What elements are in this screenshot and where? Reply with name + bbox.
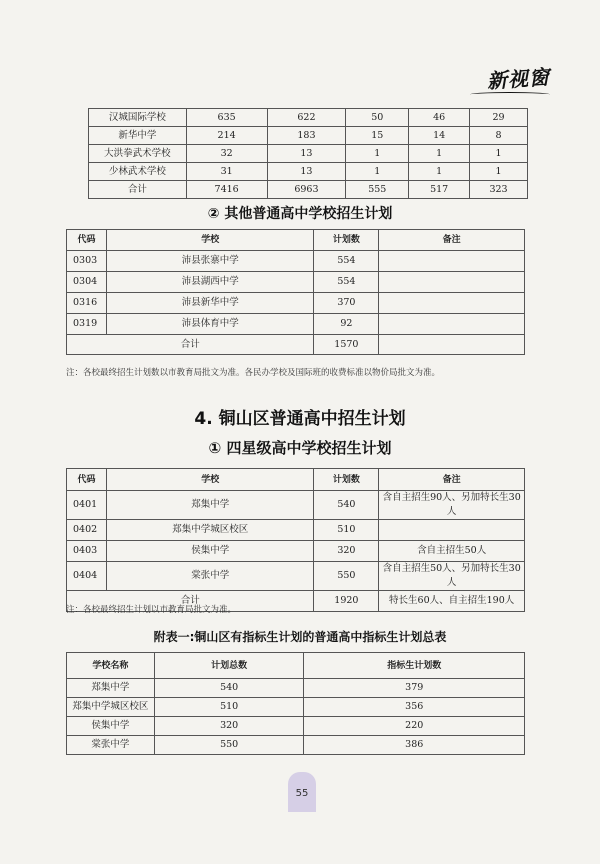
code-cell: 0403: [67, 541, 107, 562]
table-row: [67, 562, 525, 591]
school-name-cell: 汉城国际学校: [89, 109, 187, 127]
col-header-plan: 计划数: [314, 469, 379, 491]
school-cell: 沛县张寨中学: [106, 251, 313, 272]
total-cell: 320: [154, 717, 304, 736]
table-row: [67, 314, 525, 335]
col-header-code: 代码: [67, 469, 107, 491]
section2-note: 注：各校最终招生计划数以市教育局批文为准。各民办学校及国际班的收费标准以物价局批文为准。: [66, 368, 441, 378]
school-cell: 棠张中学: [106, 562, 313, 591]
value-cell: 50: [346, 109, 409, 127]
plan-cell: 92: [314, 314, 379, 335]
school-name-cell: 侯集中学: [67, 717, 155, 736]
plan-cell: 550: [314, 562, 379, 591]
school-cell: 侯集中学: [106, 541, 313, 562]
table-row: [89, 145, 528, 163]
total-row: [67, 335, 525, 355]
school-cell: 沛县体育中学: [106, 314, 313, 335]
table-row: [67, 491, 525, 520]
value-cell: 622: [267, 109, 346, 127]
code-cell: 0303: [67, 251, 107, 272]
value-cell: 13: [267, 145, 346, 163]
value-cell: 323: [470, 181, 528, 199]
col-header-school: 学校: [106, 469, 313, 491]
school-cell: 郑集中学: [106, 491, 313, 520]
remark-cell: [379, 272, 525, 293]
section2-table: [66, 229, 525, 355]
table-row: [67, 541, 525, 562]
table-row: [67, 717, 525, 736]
code-cell: 0402: [67, 520, 107, 541]
value-cell: 1: [346, 163, 409, 181]
value-cell: 29: [470, 109, 528, 127]
plan-cell: 540: [314, 491, 379, 520]
remark-cell: [379, 314, 525, 335]
table-row: [67, 251, 525, 272]
col-header-plan: 计划数: [314, 230, 379, 251]
code-cell: 0319: [67, 314, 107, 335]
table-row: [67, 272, 525, 293]
remark-cell: [379, 293, 525, 314]
col-header-remark: 备注: [379, 469, 525, 491]
value-cell: 1: [409, 145, 470, 163]
school-cell: 郑集中学城区校区: [106, 520, 313, 541]
school-name-cell: 大洪拳武术学校: [89, 145, 187, 163]
appendix-table: [66, 652, 525, 755]
total-cell: 550: [154, 736, 304, 755]
logo-underline: [470, 92, 550, 97]
section4-note: 注：各校最终招生计划以市教育局批文为准。: [66, 605, 237, 615]
col-header-school: 学校: [106, 230, 313, 251]
quota-cell: 356: [304, 698, 525, 717]
school-name-cell: 郑集中学: [67, 679, 155, 698]
value-cell: 8: [470, 127, 528, 145]
col-header-school-name: 学校名称: [67, 653, 155, 679]
quota-cell: 220: [304, 717, 525, 736]
value-cell: 13: [267, 163, 346, 181]
appendix-title: 附表一:铜山区有指标生计划的普通高中指标生计划总表: [153, 630, 447, 644]
total-value: 1920: [314, 591, 379, 612]
value-cell: 46: [409, 109, 470, 127]
value-cell: 517: [409, 181, 470, 199]
section4-subtitle: ① 四星级高中学校招生计划: [208, 439, 392, 457]
value-cell: 31: [186, 163, 267, 181]
col-header-quota: 指标生计划数: [304, 653, 525, 679]
code-cell: 0401: [67, 491, 107, 520]
code-cell: 0304: [67, 272, 107, 293]
table-row: [67, 736, 525, 755]
value-cell: 1: [409, 163, 470, 181]
total-value: 1570: [314, 335, 379, 355]
value-cell: 214: [186, 127, 267, 145]
value-cell: 32: [186, 145, 267, 163]
col-header-total: 计划总数: [154, 653, 304, 679]
value-cell: 15: [346, 127, 409, 145]
col-header-code: 代码: [67, 230, 107, 251]
section4-title: 4. 铜山区普通高中招生计划: [194, 409, 406, 429]
quota-cell: 379: [304, 679, 525, 698]
school-name-cell: 新华中学: [89, 127, 187, 145]
value-cell: 7416: [186, 181, 267, 199]
quota-cell: 386: [304, 736, 525, 755]
value-cell: 183: [267, 127, 346, 145]
value-cell: 1: [470, 145, 528, 163]
code-cell: 0316: [67, 293, 107, 314]
total-label: 合计: [67, 591, 314, 612]
remark-cell: [379, 251, 525, 272]
school-name-cell: 棠张中学: [67, 736, 155, 755]
logo: 新视窗: [486, 64, 551, 94]
table-row: [89, 127, 528, 145]
school-name-cell: 郑集中学城区校区: [67, 698, 155, 717]
school-name-cell: 合计: [89, 181, 187, 199]
plan-cell: 370: [314, 293, 379, 314]
table-row: [67, 293, 525, 314]
table-row: [67, 698, 525, 717]
school-name-cell: 少林武术学校: [89, 163, 187, 181]
plan-cell: 510: [314, 520, 379, 541]
value-cell: 555: [346, 181, 409, 199]
value-cell: 14: [409, 127, 470, 145]
remark-cell: 含自主招生50人: [379, 541, 525, 562]
total-label: 合计: [67, 335, 314, 355]
remark-cell: [379, 335, 525, 355]
table-row: [89, 163, 528, 181]
value-cell: 6963: [267, 181, 346, 199]
section2-title: ② 其他普通高中学校招生计划: [207, 206, 393, 222]
remark-cell: 含自主招生50人、另加特长生30人: [379, 562, 525, 591]
table-row: [89, 181, 528, 199]
table-row: [89, 109, 528, 127]
top-table: [88, 108, 528, 199]
school-cell: 沛县湖西中学: [106, 272, 313, 293]
col-header-remark: 备注: [379, 230, 525, 251]
total-cell: 540: [154, 679, 304, 698]
section4-table: [66, 468, 525, 612]
school-cell: 沛县新华中学: [106, 293, 313, 314]
table-row: [67, 679, 525, 698]
page-number: 55: [295, 788, 309, 799]
plan-cell: 320: [314, 541, 379, 562]
value-cell: 635: [186, 109, 267, 127]
value-cell: 1: [346, 145, 409, 163]
total-remark: 特长生60人、自主招生190人: [379, 591, 525, 612]
code-cell: 0404: [67, 562, 107, 591]
plan-cell: 554: [314, 251, 379, 272]
value-cell: 1: [470, 163, 528, 181]
total-cell: 510: [154, 698, 304, 717]
remark-cell: 含自主招生90人、另加特长生30人: [379, 491, 525, 520]
table-row: [67, 520, 525, 541]
plan-cell: 554: [314, 272, 379, 293]
remark-cell: [379, 520, 525, 541]
